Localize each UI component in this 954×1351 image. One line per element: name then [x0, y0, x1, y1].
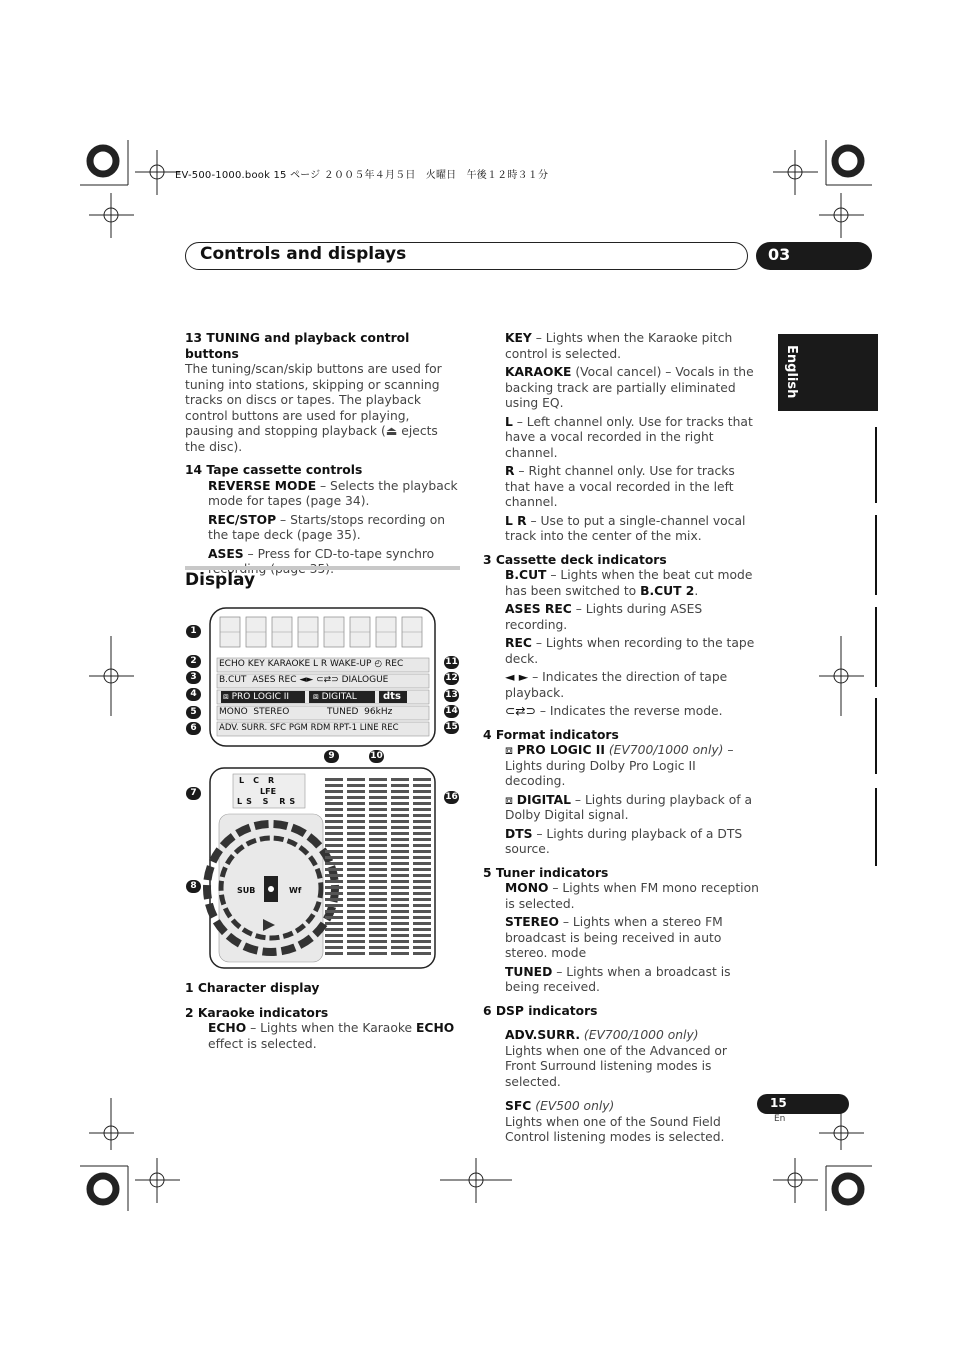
dts-entry: DTS – Lights during playback of a DTS source. — [505, 826, 743, 856]
level-meter-segment — [347, 796, 365, 799]
key-entry: KEY – Lights when the Karaoke pitch control is selected. — [505, 331, 733, 361]
level-meter-segment — [413, 898, 431, 901]
level-meter-segment — [325, 796, 343, 799]
display-heading: Display — [185, 570, 256, 590]
echo-entry: ECHO – Lights when the Karaoke ECHO effect is selected. — [208, 1021, 455, 1051]
level-meter-segment — [325, 952, 343, 955]
level-meter-segment — [325, 862, 343, 865]
thumb-index-bar — [875, 607, 877, 687]
language-tab-label: English — [784, 345, 799, 399]
callout-number: 16 — [445, 792, 458, 802]
level-meter-segment — [347, 784, 365, 787]
section-title: Controls and displays — [200, 244, 407, 264]
level-meter-segment — [369, 814, 387, 817]
level-meter-segment — [325, 898, 343, 901]
level-meter-segment — [391, 862, 409, 865]
callout-number: 7 — [186, 787, 201, 800]
level-meter-segment — [325, 940, 343, 943]
level-meter-segment — [347, 856, 365, 859]
level-meter-segment — [347, 850, 365, 853]
level-meter-segment — [391, 826, 409, 829]
level-meter-segment — [325, 802, 343, 805]
level-meter-segment — [347, 904, 365, 907]
level-meter-segment — [369, 904, 387, 907]
level-meter-segment — [347, 862, 365, 865]
level-meter-segment — [347, 820, 365, 823]
level-meter-segment — [369, 796, 387, 799]
level-meter-segment — [347, 940, 365, 943]
level-meter-segment — [391, 874, 409, 877]
chapter-number: 03 — [768, 245, 791, 264]
level-meter-segment — [369, 916, 387, 919]
level-meter-segment — [369, 886, 387, 889]
reverse-mode-icon: ⊂⇄⊃ — [505, 704, 536, 718]
sfc-entry: SFC (EV500 only) — [505, 1099, 615, 1113]
level-meter-segment — [369, 910, 387, 913]
level-meter-segment — [413, 862, 431, 865]
item-6-heading: 6 DSP indicators — [483, 1003, 598, 1018]
level-meter-segment — [413, 874, 431, 877]
level-meter-segment — [413, 826, 431, 829]
display-figure — [183, 606, 463, 971]
dolby-icon: ⧈ — [505, 792, 517, 807]
adv-surr-desc: Lights when one of the Advanced or Front Surround listening modes is selected. — [505, 1043, 727, 1089]
callout-number: 4 — [186, 688, 201, 701]
level-meter-segment — [325, 826, 343, 829]
level-meter-segment — [347, 928, 365, 931]
level-meter-segment — [413, 832, 431, 835]
print-header: EV-500-1000.book 15 ページ ２００５年４月５日 火曜日 午後１２時３１分 — [175, 170, 549, 181]
callout-number: 11 — [445, 657, 458, 667]
level-meter-segment — [347, 808, 365, 811]
level-meter-segment — [347, 910, 365, 913]
l-entry: L – Left channel only. Use for tracks that have a vocal recorded in the right channel. — [505, 414, 753, 460]
level-meter-segment — [391, 952, 409, 955]
adv-surr-entry: ADV.SURR. (EV700/1000 only) — [505, 1028, 699, 1042]
level-meter-segment — [391, 790, 409, 793]
level-meter-segment — [325, 886, 343, 889]
level-meter-segment — [391, 940, 409, 943]
level-meter-segment — [325, 838, 343, 841]
callout-number: 6 — [186, 722, 201, 735]
level-meter-segment — [369, 778, 387, 781]
level-meter-segment — [325, 868, 343, 871]
level-meter-segment — [325, 778, 343, 781]
callout-number: 12 — [445, 673, 458, 683]
level-meter-segment — [413, 808, 431, 811]
level-meter-segment — [347, 952, 365, 955]
tuned-entry: TUNED – Lights when a broadcast is being received. — [505, 964, 731, 994]
level-meter-segment — [369, 802, 387, 805]
level-meter-segment — [347, 844, 365, 847]
level-meter-segment — [325, 808, 343, 811]
level-meter-segment — [391, 796, 409, 799]
level-meter-segment — [325, 916, 343, 919]
level-meter-segment — [391, 946, 409, 949]
callout-number: 3 — [186, 671, 201, 684]
indicator-row-dsp: ADV. SURR. SFC PGM RDM RPT-1 LINE REC — [219, 723, 399, 733]
level-meter-segment — [391, 802, 409, 805]
bcut-entry: B.CUT – Lights when the beat cut mode has been switched to B.CUT 2. — [505, 568, 753, 598]
level-meter-segment — [369, 838, 387, 841]
item-3-heading: 3 Cassette deck indicators — [483, 552, 667, 567]
level-meter-segment — [347, 898, 365, 901]
level-meter-segment — [413, 940, 431, 943]
indicator-row-tuner: MONO STEREO — [219, 707, 290, 717]
level-meter-segment — [347, 790, 365, 793]
level-meter-segment — [325, 784, 343, 787]
page-language: En — [774, 1114, 786, 1124]
level-meter-segment — [413, 916, 431, 919]
level-meter-segment — [413, 904, 431, 907]
level-meter-segment — [413, 934, 431, 937]
speaker-surround: LS S RS — [237, 797, 300, 806]
level-meter-segment — [347, 886, 365, 889]
callout-number: 13 — [445, 690, 458, 700]
level-meter-segment — [369, 934, 387, 937]
level-meter-segment — [391, 844, 409, 847]
eject-icon: ⏏ — [385, 424, 398, 438]
digital-indicator: ⧈ DIGITAL — [313, 692, 357, 702]
level-meter-segment — [347, 922, 365, 925]
level-meter-segment — [391, 832, 409, 835]
wf-label: Wf — [289, 886, 302, 895]
rec-stop-entry: REC/STOP – Starts/stops recording on the tape deck (page 35). — [208, 512, 446, 542]
level-meter-segment — [369, 808, 387, 811]
ases-rec-entry: ASES REC – Lights during ASES recording. — [505, 602, 703, 632]
item-13-body: The tuning/scan/skip buttons are used for tuning into stations, skipping or scanning tracks on discs or tapes. The playback control buttons are used for playing, pausing and stopping playback (⏏ ejects the disc). — [185, 362, 442, 454]
level-meter-segment — [347, 838, 365, 841]
level-meter-segment — [391, 820, 409, 823]
level-meter-segment — [325, 814, 343, 817]
speaker-front: LCR — [239, 776, 284, 785]
level-meter-segment — [413, 802, 431, 805]
level-meter-segment — [391, 856, 409, 859]
item-14-heading: 14 Tape cassette controls — [185, 463, 363, 477]
r-entry: R – Right channel only. Use for tracks that have a vocal recorded in the left channel. — [505, 464, 735, 509]
level-meter-segment — [413, 868, 431, 871]
level-meter-segment — [325, 904, 343, 907]
level-meter-segment — [413, 796, 431, 799]
karaoke-entry: KARAOKE (Vocal cancel) – Vocals in the backing track are partially eliminated using EQ. — [505, 365, 754, 410]
callout-number: 15 — [445, 722, 458, 732]
level-meter-segment — [347, 934, 365, 937]
level-meter-segment — [391, 898, 409, 901]
tuned-indicator: TUNED 96kHz — [327, 707, 393, 717]
callout-number: 10 — [370, 751, 383, 761]
level-meter-segment — [391, 880, 409, 883]
level-meter-segment — [369, 892, 387, 895]
level-meter-segment — [369, 826, 387, 829]
callout-number: 14 — [445, 706, 458, 716]
sfc-desc: Lights when one of the Sound Field Control listening modes is selected. — [505, 1114, 725, 1144]
ases-entry: ASES – Press for CD-to-tape synchro — [208, 546, 435, 561]
level-meter-segment — [391, 934, 409, 937]
level-meter-segment — [413, 778, 431, 781]
level-meter-segment — [369, 868, 387, 871]
indicator-row-karaoke: ECHO KEY KARAOKE L R WAKE-UP ◴ REC — [219, 659, 404, 669]
thumb-index-bar — [875, 515, 877, 595]
level-meter-segment — [369, 898, 387, 901]
thumb-index-bar — [875, 698, 877, 774]
level-meter-segment — [413, 886, 431, 889]
level-meter-segment — [347, 880, 365, 883]
thumb-index-bar — [875, 788, 877, 866]
callout-number: 1 — [186, 625, 201, 638]
right-column — [483, 331, 759, 1146]
level-meter-segment — [413, 784, 431, 787]
level-meter-segment — [347, 868, 365, 871]
level-meter-segment — [347, 946, 365, 949]
page-number: 15 — [770, 1096, 787, 1110]
left-column-lower — [185, 981, 460, 1052]
level-meter-segment — [413, 880, 431, 883]
level-meter-segment — [413, 820, 431, 823]
level-meter-segment — [369, 940, 387, 943]
stereo-entry: STEREO – Lights when a stereo FM broadcast is being received in auto stereo. mode — [505, 915, 723, 960]
level-meter-segment — [325, 844, 343, 847]
level-meter-segment — [325, 880, 343, 883]
indicator-row-cassette: B.CUT ASES REC ◄► ⊂⇄⊃ DIALOGUE — [219, 675, 389, 685]
level-meter-segment — [413, 838, 431, 841]
level-meter-segment — [325, 856, 343, 859]
sub-label: SUB — [237, 886, 256, 895]
level-meter-segment — [413, 844, 431, 847]
level-meter-segment — [391, 892, 409, 895]
dts-logo: dts — [383, 691, 401, 702]
level-meter-segment — [325, 946, 343, 949]
level-meter-segment — [391, 838, 409, 841]
level-meter-segment — [391, 928, 409, 931]
level-meter-segment — [413, 856, 431, 859]
level-meter-segment — [347, 826, 365, 829]
level-meter-segment — [391, 904, 409, 907]
level-meter-segment — [413, 922, 431, 925]
level-meter-segment — [369, 784, 387, 787]
level-meter-segment — [369, 820, 387, 823]
level-meter-segment — [347, 802, 365, 805]
level-meter-segment — [347, 892, 365, 895]
level-meter-segment — [369, 880, 387, 883]
level-meter-segment — [369, 790, 387, 793]
level-meter-segment — [413, 892, 431, 895]
level-meter-segment — [325, 934, 343, 937]
level-meter-segment — [369, 844, 387, 847]
level-meter-segment — [391, 910, 409, 913]
level-meter-segment — [347, 874, 365, 877]
level-meter-segment — [413, 928, 431, 931]
level-meter-segment — [369, 946, 387, 949]
level-meter-segment — [325, 910, 343, 913]
rec-entry: REC – Lights when recording to the tape deck. — [505, 636, 755, 666]
level-meter-segment — [391, 916, 409, 919]
level-meter-segment — [325, 820, 343, 823]
level-meter-segment — [369, 922, 387, 925]
dolby-icon: ⧈ — [505, 743, 517, 757]
level-meter-segment — [413, 910, 431, 913]
level-meter-segment — [369, 832, 387, 835]
mono-entry: MONO – Lights when FM mono reception is selected. — [505, 881, 759, 911]
level-meter-segment — [369, 856, 387, 859]
level-meter-segment — [413, 946, 431, 949]
level-meter-segment — [325, 850, 343, 853]
callout-number: 2 — [186, 655, 201, 668]
language-tab-label-wrap — [780, 345, 810, 401]
level-meter-segment — [391, 850, 409, 853]
level-meter-segment — [391, 814, 409, 817]
speaker-lfe: LFE — [260, 787, 277, 796]
callout-number: 9 — [324, 750, 339, 763]
item-13-heading: 13 TUNING and playback control buttons — [185, 331, 410, 361]
left-column — [185, 331, 460, 578]
level-meter-segment — [391, 784, 409, 787]
level-meter-segment — [413, 850, 431, 853]
level-meter-segment — [325, 790, 343, 793]
level-meter-segment — [391, 886, 409, 889]
level-meter-segment — [369, 850, 387, 853]
reverse-mode-entry: ⊂⇄⊃ – Indicates the reverse mode. — [505, 704, 723, 718]
callout-number: 8 — [186, 880, 201, 893]
indicator-row-format: ⧈ PRO LOGIC II — [223, 692, 290, 702]
level-meter-segment — [325, 928, 343, 931]
level-meter-segment — [369, 928, 387, 931]
thumb-index-bar — [875, 427, 877, 503]
level-meter-segment — [325, 922, 343, 925]
level-meter-segment — [413, 790, 431, 793]
level-meter-segment — [325, 892, 343, 895]
callout-number: 5 — [186, 706, 201, 719]
item-1-heading: 1 Character display — [185, 981, 320, 995]
pro-logic-entry: ⧈ PRO LOGIC II (EV700/1000 only) – Lights during Dolby Pro Logic II decoding. — [505, 743, 734, 788]
level-meter-segment — [413, 814, 431, 817]
lr-entry: L R – Use to put a single-channel vocal track into the center of the mix. — [505, 513, 746, 543]
direction-entry: ◄ ► – Indicates the direction of tape playback. — [505, 670, 728, 700]
level-meter-segment — [347, 814, 365, 817]
item-4-heading: 4 Format indicators — [483, 727, 619, 742]
level-meter-segment — [347, 778, 365, 781]
level-meter-segment — [391, 922, 409, 925]
level-meter-segment — [369, 952, 387, 955]
digital-entry: ⧈ DIGITAL – Lights during playback of a Dolby Digital signal. — [505, 792, 752, 822]
level-meter-segment — [325, 874, 343, 877]
item-2-heading: 2 Karaoke indicators — [185, 1005, 329, 1020]
level-meter-segment — [413, 952, 431, 955]
level-meter-segment — [347, 832, 365, 835]
reverse-mode-entry: REVERSE MODE – Selects the playback mode for tapes (page 34). — [208, 478, 458, 508]
level-meter-segment — [391, 778, 409, 781]
level-meter-segment — [391, 868, 409, 871]
level-meter-segment — [347, 916, 365, 919]
level-meter-segment — [369, 862, 387, 865]
level-meter-segment — [391, 808, 409, 811]
level-meter-segment — [369, 874, 387, 877]
item-5-heading: 5 Tuner indicators — [483, 865, 609, 880]
level-meter-segment — [325, 832, 343, 835]
